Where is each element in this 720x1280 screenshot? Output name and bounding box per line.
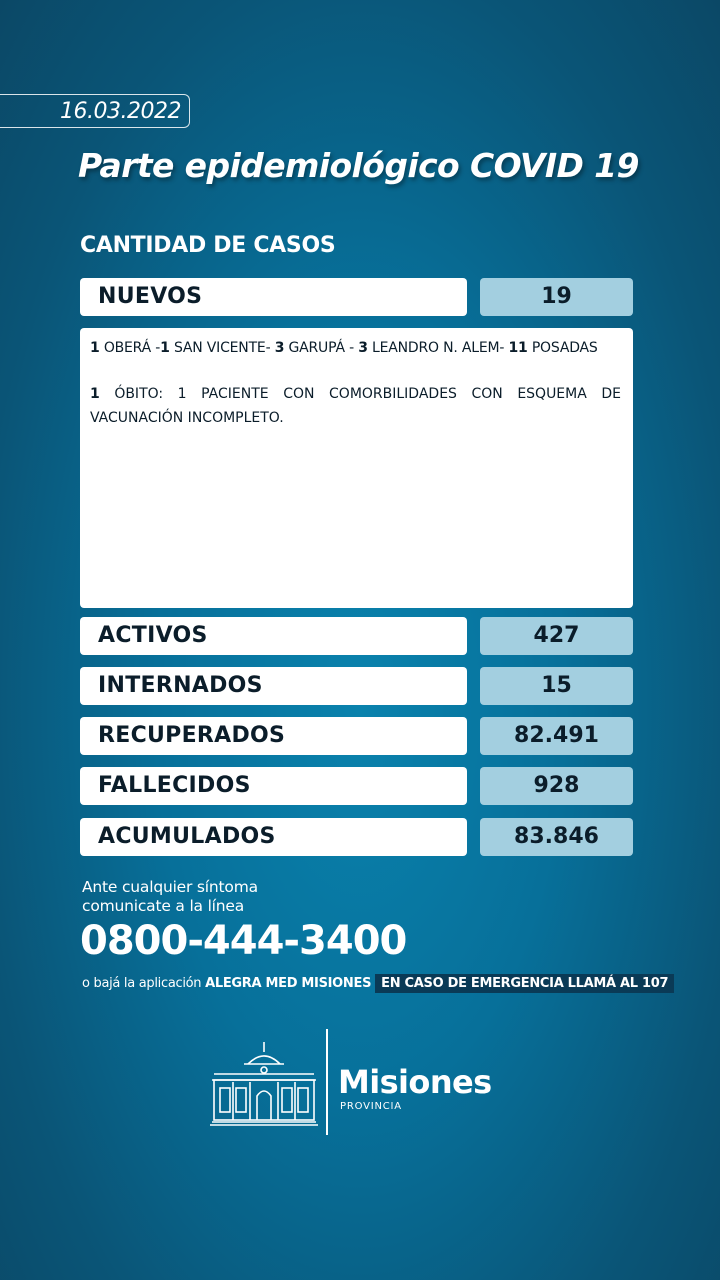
deaths-line — [90, 382, 621, 430]
app-prefix: o bajá la aplicación — [82, 976, 206, 991]
case-details — [80, 328, 633, 608]
stat-label-acumulados: ACUMULADOS — [80, 818, 467, 856]
section-title: CANTIDAD DE CASOS — [80, 233, 336, 258]
location-count: 11 — [508, 340, 528, 356]
location-count: 3 — [358, 340, 368, 356]
logo-separator — [326, 1029, 328, 1135]
date-frame — [0, 94, 190, 128]
stat-value-activos: 427 — [480, 617, 633, 655]
logo-subtitle: PROVINCIA — [340, 1101, 402, 1112]
location-name: GARUPÁ - — [288, 340, 359, 356]
nuevos-value: 19 — [480, 278, 633, 316]
location-count: 3 — [274, 340, 285, 356]
location-name: SAN VICENTE- — [173, 340, 275, 356]
government-building-icon — [210, 1040, 318, 1126]
app-name[interactable]: ALEGRA MED MISIONES — [205, 976, 372, 991]
report-date: 16.03.2022 — [60, 99, 181, 124]
phone-number[interactable]: 0800-444-3400 — [80, 918, 407, 964]
location-name: OBERÁ - — [103, 340, 161, 356]
stat-label-fallecidos: FALLECIDOS — [80, 767, 467, 805]
app-line — [82, 976, 674, 991]
deaths-count: 1 — [90, 386, 100, 402]
location-count: 1 — [90, 340, 100, 356]
contact-line-2: comunicate a la línea — [82, 897, 245, 915]
location-count: 1 — [160, 340, 170, 356]
stat-label-recuperados: RECUPERADOS — [80, 717, 467, 755]
contact-text — [82, 878, 258, 916]
locations-line — [90, 340, 621, 356]
contact-line-1: Ante cualquier síntoma — [82, 878, 258, 896]
stat-value-internados: 15 — [480, 667, 633, 705]
stat-label-internados: INTERNADOS — [80, 667, 467, 705]
deaths-text: ÓBITO: 1 PACIENTE CON COMORBILIDADES CON ESQUEMA DE VACUNACIÓN INCOMPLETO. — [90, 386, 621, 426]
nuevos-label: NUEVOS — [80, 278, 467, 316]
stat-value-fallecidos: 928 — [480, 767, 633, 805]
page-title: Parte epidemiológico COVID 19 — [78, 146, 639, 185]
stat-value-recuperados: 82.491 — [480, 717, 633, 755]
logo-name: Misiones — [338, 1063, 492, 1101]
stat-value-acumulados: 83.846 — [480, 818, 633, 856]
location-name: POSADAS — [531, 340, 598, 356]
stat-label-activos: ACTIVOS — [80, 617, 467, 655]
location-name: LEANDRO N. ALEM- — [372, 340, 509, 356]
emergency-banner: EN CASO DE EMERGENCIA LLAMÁ AL 107 — [375, 974, 674, 993]
